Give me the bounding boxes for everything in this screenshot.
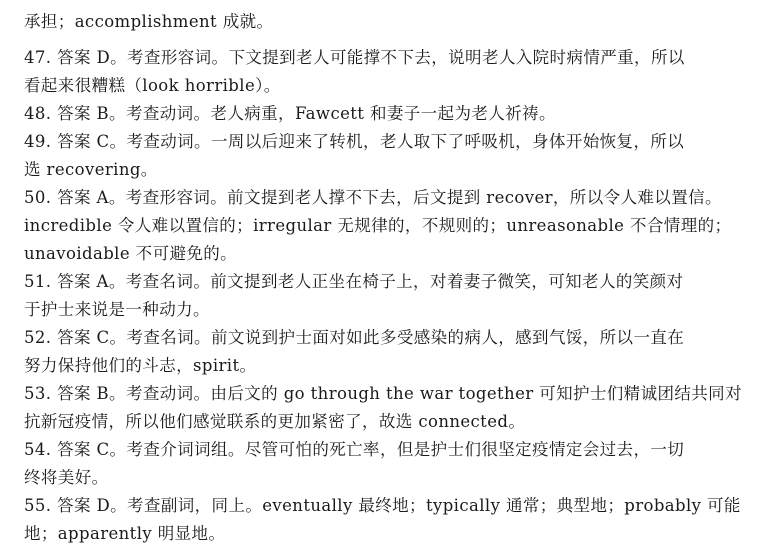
answer-50-line-2: incredible 令人难以置信的；irregular 无规律的，不规则的；unreasonable 不合情理的； xyxy=(24,216,732,235)
answer-54-line-2: 终将美好。 xyxy=(24,468,109,487)
text-line-accomplishment: 承担；accomplishment 成就。 xyxy=(24,12,274,31)
answer-52-line-1: 52. 答案 C。考查名词。前文说到护士面对如此多受感染的病人，感到气馁，所以一直在 xyxy=(24,328,685,347)
answer-51-line-1: 51. 答案 A。考查名词。前文提到老人正坐在椅子上，对着妻子微笑，可知老人的笑颜对 xyxy=(24,272,684,291)
answer-55-line-2: 地；apparently 明显地。 xyxy=(24,524,226,543)
answer-53-line-1: 53. 答案 B。考查动词。由后文的 go through the war together 可知护士们精诚团结共同对 xyxy=(24,384,742,403)
answer-51-line-2: 于护士来说是一种动力。 xyxy=(24,300,210,319)
answer-47-line-2: 看起来很糟糕（look horrible）。 xyxy=(24,76,281,95)
answer-50-line-1: 50. 答案 A。考查形容词。前文提到老人撑不下去，后文提到 recover，所以令人难以置信。 xyxy=(24,188,722,207)
answer-52-line-2: 努力保持他们的斗志，spirit。 xyxy=(24,356,257,375)
answer-49-line-2: 选 recovering。 xyxy=(24,160,158,179)
answer-47-line-1: 47. 答案 D。考查形容词。下文提到老人可能撑不下去，说明老人入院时病情严重，所以 xyxy=(24,48,685,67)
answer-50-line-3: unavoidable 不可避免的。 xyxy=(24,244,238,263)
answer-49-line-1: 49. 答案 C。考查动词。一周以后迎来了转机，老人取下了呼吸机，身体开始恢复，所以 xyxy=(24,132,685,151)
answer-54-line-1: 54. 答案 C。考查介词词组。尽管可怕的死亡率，但是护士们很坚定疫情定会过去，一切 xyxy=(24,440,685,459)
answer-48-line-1: 48. 答案 B。考查动词。老人病重，Fawcett 和妻子一起为老人祈祷。 xyxy=(24,104,556,123)
answer-55-line-1: 55. 答案 D。考查副词，同上。eventually 最终地；typically 通常；典型地；probably 可能 xyxy=(24,496,741,515)
answer-53-line-2: 抗新冠疫情，所以他们感觉联系的更加紧密了，故选 connected。 xyxy=(24,412,526,431)
